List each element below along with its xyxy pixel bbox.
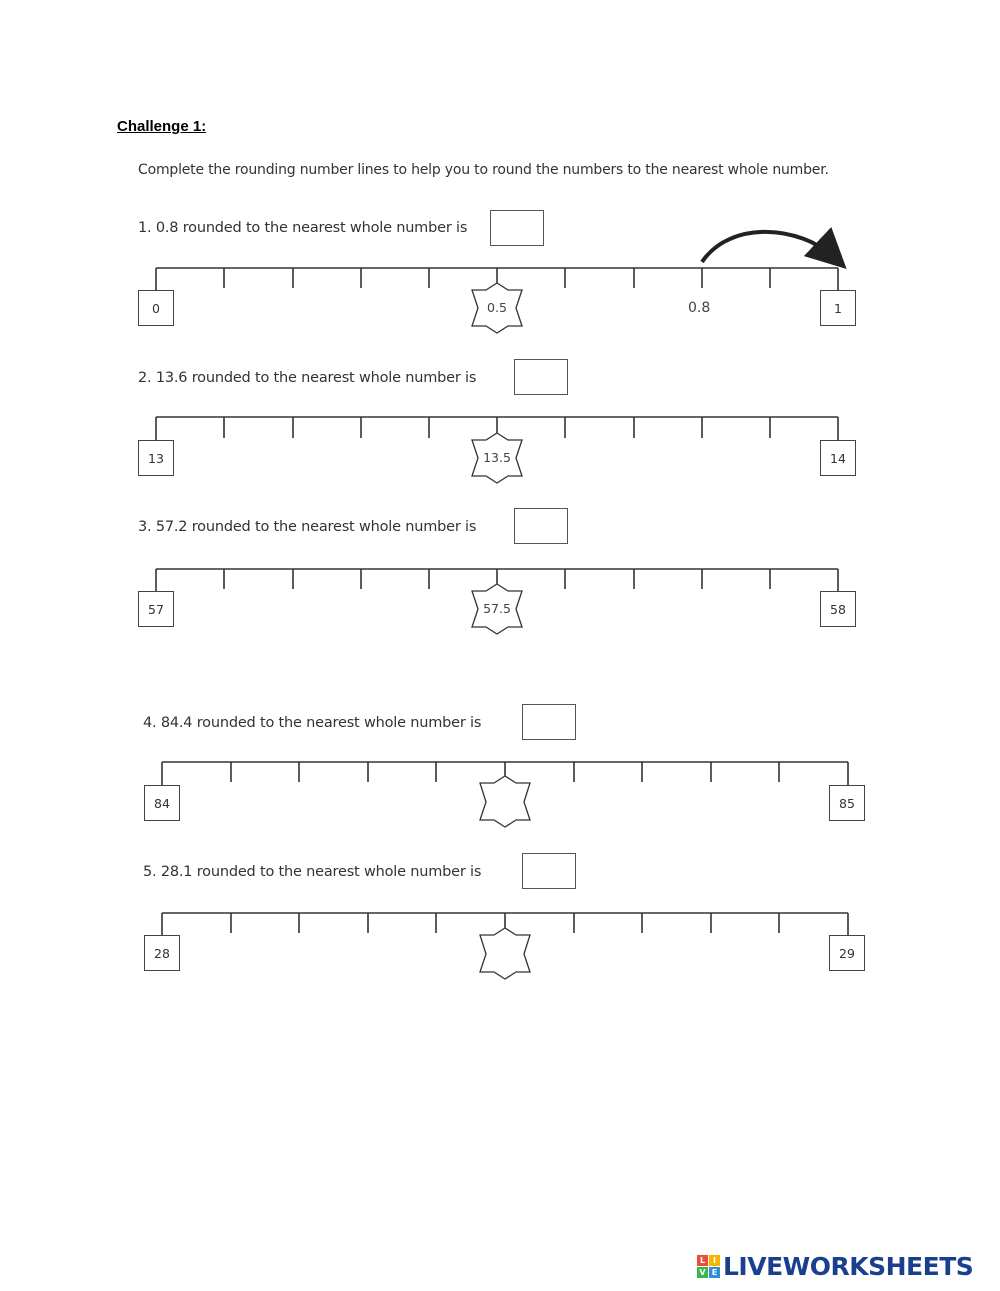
logo-letter-l: L	[697, 1255, 708, 1266]
midpoint-star-4	[480, 776, 530, 827]
question-5-prompt: 5. 28.1 rounded to the nearest whole number is	[143, 864, 482, 880]
liveworksheets-logo	[697, 1252, 973, 1281]
question-1-answer-box[interactable]	[490, 210, 544, 246]
question-1-midpoint-label: 0.5	[487, 300, 507, 315]
question-2-prompt: 2. 13.6 rounded to the nearest whole number is	[138, 370, 477, 386]
question-2-end-label: 14	[820, 440, 856, 476]
question-3-answer-box[interactable]	[514, 508, 568, 544]
brand-logo-icon	[697, 1255, 720, 1278]
question-3-prompt: 3. 57.2 rounded to the nearest whole number is	[138, 519, 477, 535]
question-4-end-label: 85	[829, 785, 865, 821]
question-1-start-label: 0	[138, 290, 174, 326]
instructions: Complete the rounding number lines to help you to round the numbers to the nearest whole number.	[138, 162, 829, 178]
logo-letter-v: V	[697, 1267, 708, 1278]
question-5-answer-box[interactable]	[522, 853, 576, 889]
question-4-start-label: 84	[144, 785, 180, 821]
question-4-prompt: 4. 84.4 rounded to the nearest whole number is	[143, 715, 482, 731]
brand-text: LIVEWORKSHEETS	[723, 1252, 974, 1281]
logo-letter-i: I	[709, 1255, 720, 1266]
question-3-start-label: 57	[138, 591, 174, 627]
question-3-midpoint-label: 57.5	[483, 601, 511, 616]
question-4-answer-box[interactable]	[522, 704, 576, 740]
question-1-end-label: 1	[820, 290, 856, 326]
question-1-marked-value: 0.8	[688, 300, 711, 316]
question-3-end-label: 58	[820, 591, 856, 627]
question-2-answer-box[interactable]	[514, 359, 568, 395]
challenge-title: Challenge 1:	[117, 118, 207, 135]
jump-arrow	[702, 232, 835, 262]
logo-letter-e: E	[709, 1267, 720, 1278]
question-1-prompt: 1. 0.8 rounded to the nearest whole number is	[138, 220, 468, 236]
question-5-end-label: 29	[829, 935, 865, 971]
question-5-start-label: 28	[144, 935, 180, 971]
question-2-start-label: 13	[138, 440, 174, 476]
question-2-midpoint-label: 13.5	[483, 450, 511, 465]
midpoint-star-5	[480, 928, 530, 979]
